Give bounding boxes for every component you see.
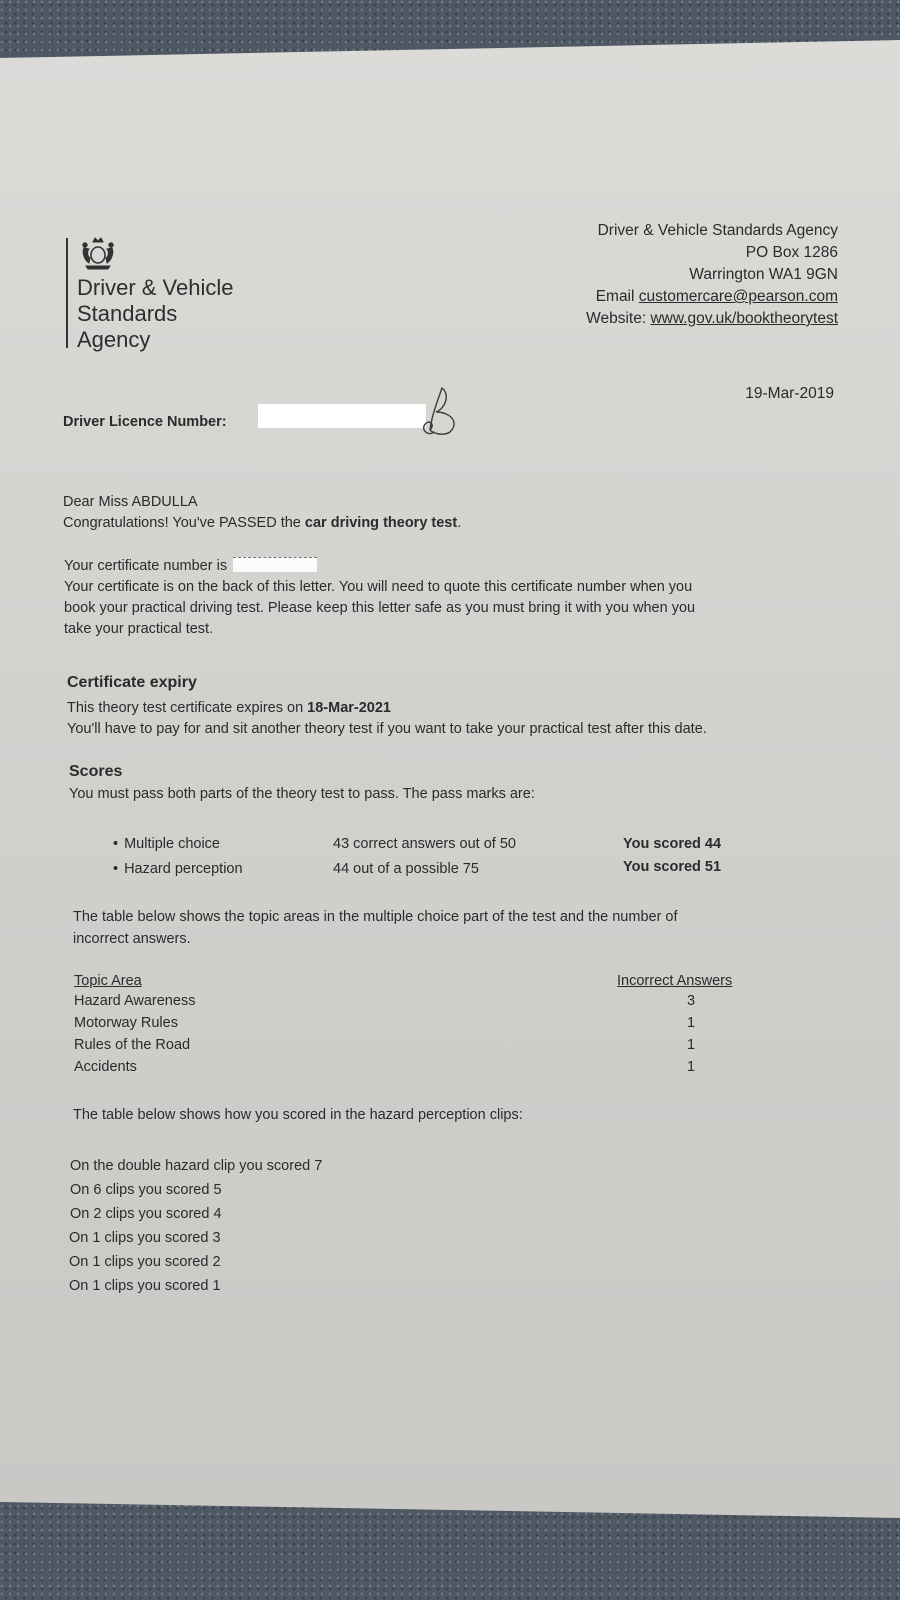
address-line-1: Driver & Vehicle Standards Agency: [597, 222, 838, 239]
topic-row-2-name: Motorway Rules: [74, 1015, 178, 1031]
score-row-1-part: • Multiple choice: [113, 834, 220, 855]
congrats-prefix: Congratulations! You've PASSED the: [63, 515, 305, 531]
clip-line-2: On 6 clips you scored 5: [70, 1182, 222, 1198]
topic-row-4-name: Accidents: [74, 1059, 137, 1075]
logo-line-2: Standards: [77, 301, 178, 326]
incorrect-answers-header: Incorrect Answers: [617, 973, 733, 989]
topic-row-2-incorrect: 1: [686, 1015, 696, 1031]
website-link[interactable]: www.gov.uk/booktheorytest: [650, 310, 838, 327]
email-label: Email: [595, 288, 635, 305]
topic-row-4-incorrect: 1: [686, 1059, 696, 1075]
address-line-3: Warrington WA1 9GN: [689, 266, 838, 283]
licence-number-label: Driver Licence Number:: [63, 414, 227, 430]
scores-heading: Scores: [69, 763, 123, 780]
congrats-suffix: .: [457, 515, 462, 531]
logo-divider: [66, 238, 68, 348]
expiry-heading: Certificate expiry: [67, 674, 197, 691]
royal-crest-icon: [78, 236, 118, 270]
expiry-line-2: You'll have to pay for and sit another theory test if you want to take your practical test after this date.: [67, 721, 707, 737]
certificate-body-line-2: book your practical driving test. Please keep this letter safe as you must bring it with you when you: [64, 600, 696, 616]
website-row: [586, 308, 838, 330]
clip-line-1: On the double hazard clip you scored 7: [70, 1158, 323, 1174]
website-label: Website:: [586, 310, 647, 327]
topic-row-3-incorrect: 1: [686, 1037, 696, 1053]
score-row-2-part: • Hazard perception: [113, 859, 243, 880]
agency-logo-text: [77, 275, 234, 353]
score-row-2-result: You scored 51: [623, 859, 722, 875]
greeting: Dear Miss ABDULLA: [63, 494, 198, 510]
score-row-1-result: You scored 44: [623, 836, 722, 852]
topic-area-header: Topic Area: [74, 973, 142, 989]
clip-line-3: On 2 clips you scored 4: [70, 1206, 222, 1222]
logo-line-1: Driver & Vehicle: [77, 275, 234, 300]
topic-row-3-name: Rules of the Road: [74, 1037, 191, 1053]
sender-address: [586, 220, 838, 330]
topic-row-1-incorrect: 3: [686, 993, 696, 1009]
certificate-number-label: Your certificate number is: [64, 558, 228, 574]
letter-date: 19-Mar-2019: [745, 385, 834, 402]
expiry-date: 18-Mar-2021: [307, 700, 391, 716]
scores-intro: You must pass both parts of the theory test to pass. The pass marks are:: [69, 786, 535, 802]
score-row-1-pass-mark: 43 correct answers out of 50: [333, 836, 516, 852]
topic-row-1-name: Hazard Awareness: [74, 993, 196, 1009]
topic-intro-line-1: The table below shows the topic areas in the multiple choice part of the test and the number of: [73, 909, 678, 925]
certificate-body-line-3: take your practical test.: [64, 621, 214, 637]
email-row: [586, 286, 838, 308]
redacted-certificate-number: [233, 557, 317, 572]
congratulations-line: [63, 513, 461, 534]
certificate-number-line: [64, 556, 317, 577]
hazard-clips-intro: The table below shows how you scored in the hazard perception clips:: [73, 1107, 523, 1123]
expiry-line-1: [67, 698, 391, 719]
certificate-body-line-1: Your certificate is on the back of this letter. You will need to quote this certificate number when you: [64, 579, 693, 595]
redacted-licence-number: [258, 404, 426, 428]
address-line-2: PO Box 1286: [745, 244, 838, 261]
clip-line-5: On 1 clips you scored 2: [69, 1254, 221, 1270]
handwritten-signature: [420, 384, 468, 442]
email-link[interactable]: customercare@pearson.com: [638, 288, 838, 305]
logo-line-3: Agency: [77, 327, 151, 352]
expiry-prefix: This theory test certificate expires on: [67, 700, 308, 716]
clip-line-4: On 1 clips you scored 3: [69, 1230, 221, 1246]
test-name: car driving theory test: [304, 515, 458, 531]
topic-intro-line-2: incorrect answers.: [73, 931, 191, 947]
score-row-2-pass-mark: 44 out of a possible 75: [333, 861, 479, 877]
clip-line-6: On 1 clips you scored 1: [69, 1278, 221, 1294]
